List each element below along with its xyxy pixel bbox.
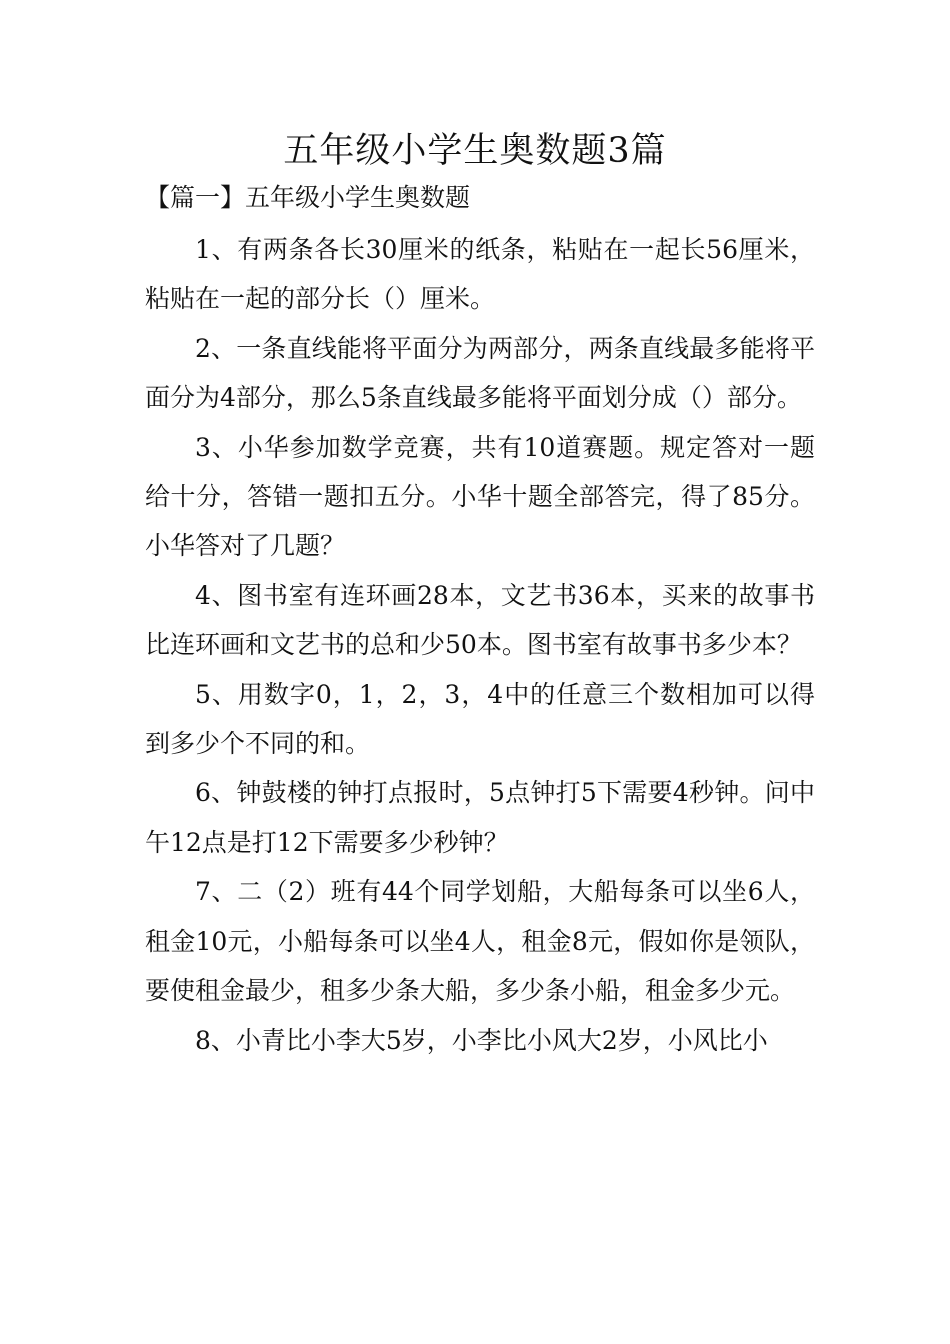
question-paragraph-2: 2、一条直线能将平面分为两部分，两条直线最多能将平面分为4部分，那么5条直线最多能将平面划分成（）部分。 [145,333,815,413]
question-paragraph-3: 3、小华参加数学竞赛，共有10道赛题。规定答对一题给十分，答错一题扣五分。小华十题全部答完，得了85分。小华答对了几题？ [145,432,815,561]
question-paragraph-4: 4、图书室有连环画28本，文艺书36本，买来的故事书比连环画和文艺书的总和少50本。图书室有故事书多少本？ [145,580,815,660]
question-paragraph-8: 8、小青比小李大5岁，小李比小风大2岁，小风比小 [195,1025,768,1055]
question-paragraph-7: 7、二（2）班有44个同学划船，大船每条可以坐6人，租金10元，小船每条可以坐4人，租金8元，假如你是领队，要使租金最少，租多少条大船，多少条小船，租金多少元。 [145,877,815,1006]
question-paragraph-1: 1、有两条各长30厘米的纸条，粘贴在一起长56厘米，粘贴在一起的部分长（）厘米。 [145,235,815,314]
section-heading: 【篇一】五年级小学生奥数题 [145,183,471,212]
question-paragraph-6: 6、钟鼓楼的钟打点报时，5点钟打5下需要4秒钟。问中午12点是打12下需要多少秒钟？ [145,778,815,857]
document-title: 五年级小学生奥数题3篇 [283,131,667,171]
document-body [145,225,815,1065]
question-paragraph-5: 5、用数字0，1，2，3，4中的任意三个数相加可以得到多少个不同的和。 [145,679,815,759]
